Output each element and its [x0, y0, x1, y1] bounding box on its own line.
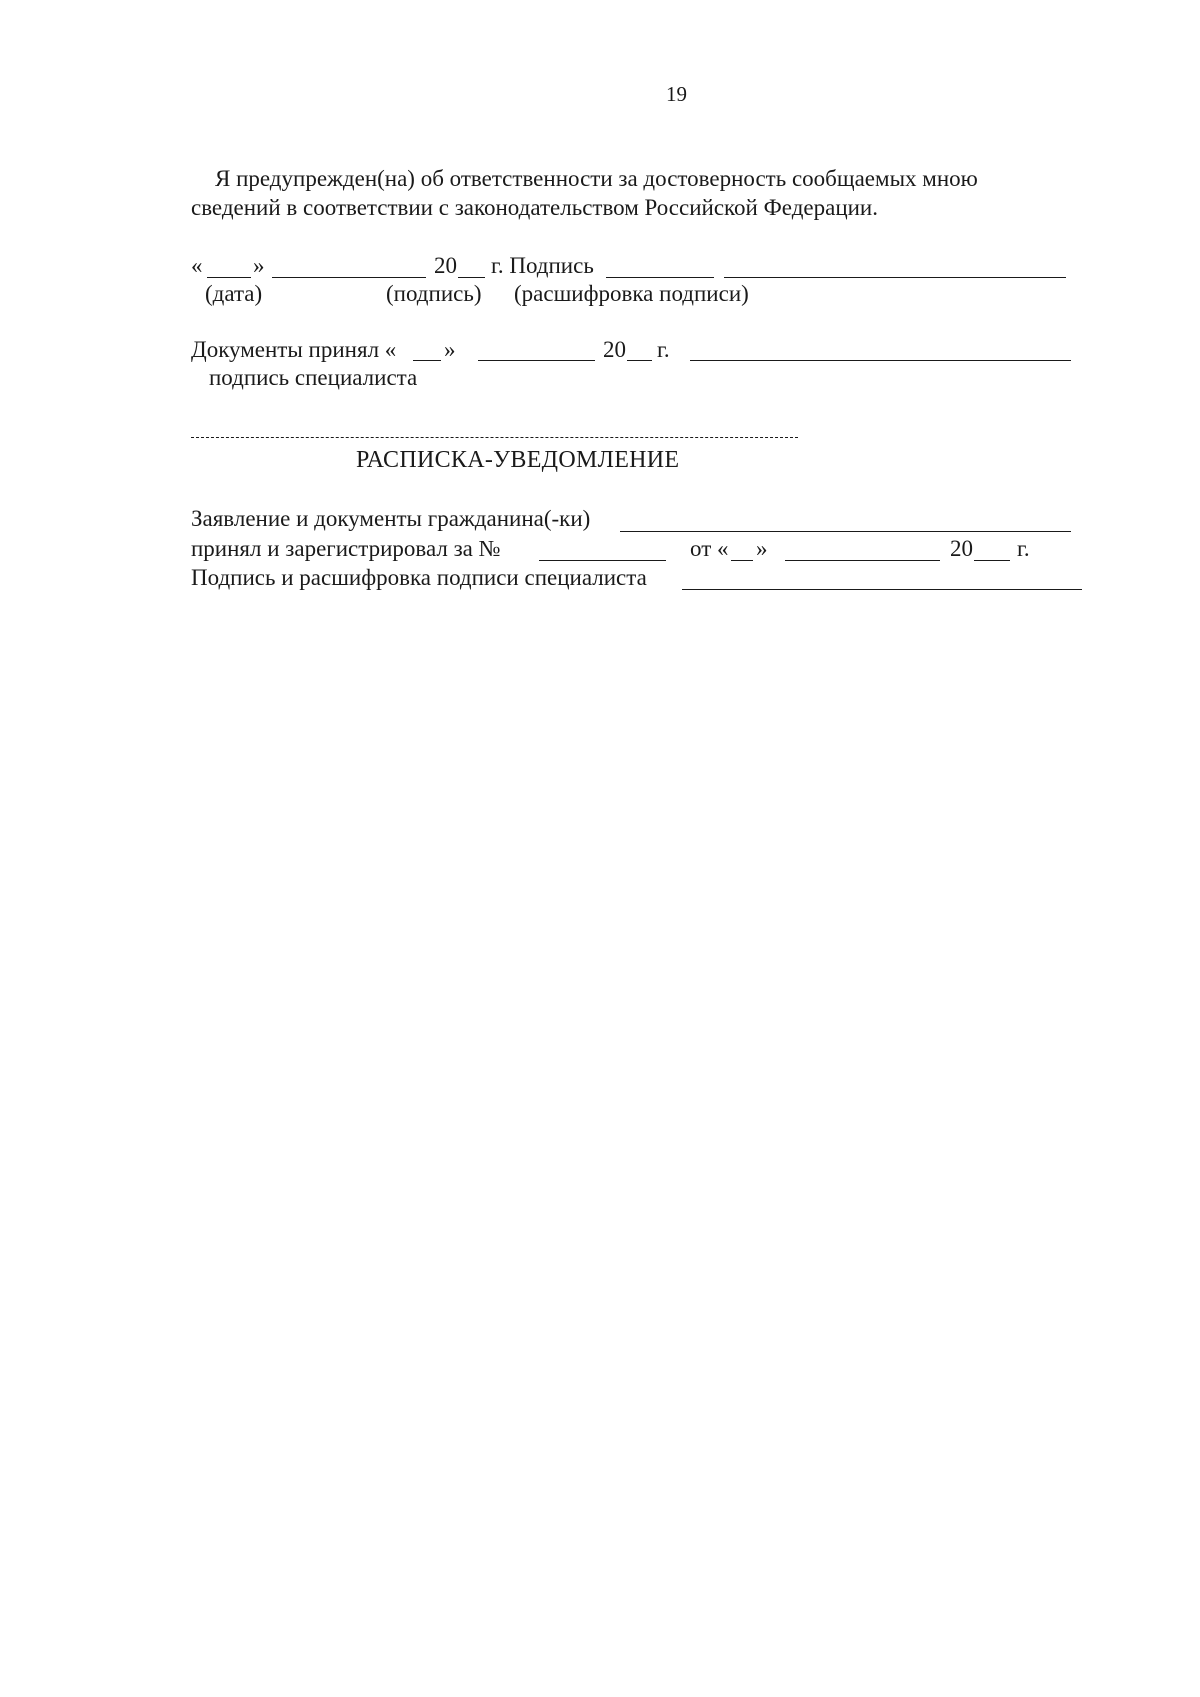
signature-label: г. Подпись	[491, 253, 594, 278]
accepted-year-suffix: г.	[657, 337, 670, 362]
receipt-specialist-blank	[682, 589, 1082, 590]
page-number: 19	[666, 82, 687, 106]
receipt-citizen-label: Заявление и документы гражданина(-ки)	[191, 506, 591, 531]
caption-decoding: (расшифровка подписи)	[514, 281, 749, 306]
accepted-year-blank	[627, 360, 652, 361]
receipt-month-blank	[785, 560, 940, 561]
caption-signature: (подпись)	[386, 281, 482, 306]
receipt-year-blank	[974, 560, 1010, 561]
accepted-signature-blank	[690, 360, 1071, 361]
signature-decoding-blank	[724, 277, 1066, 278]
accepted-year-prefix: 20	[603, 337, 626, 362]
signature-blank	[606, 277, 714, 278]
receipt-number-blank	[539, 560, 666, 561]
receipt-registered-label: принял и зарегистрировал за №	[191, 536, 501, 561]
accepted-month-blank	[478, 360, 595, 361]
accepted-label: Документы принял «	[191, 337, 397, 362]
date-day-blank	[207, 277, 251, 278]
receipt-year-prefix: 20	[950, 536, 973, 561]
cut-line	[191, 437, 798, 438]
date-open-quote: «	[191, 253, 203, 278]
receipt-title: РАСПИСКА-УВЕДОМЛЕНИЕ	[356, 447, 680, 473]
accepted-close-quote: »	[444, 337, 456, 362]
receipt-day-blank	[731, 560, 753, 561]
receipt-close-quote: »	[756, 536, 768, 561]
receipt-citizen-blank	[620, 531, 1071, 532]
date-year-blank	[458, 277, 485, 278]
accepted-day-blank	[413, 360, 441, 361]
receipt-specialist-label: Подпись и расшифровка подписи специалиста	[191, 565, 647, 590]
receipt-year-suffix: г.	[1017, 536, 1030, 561]
date-month-blank	[272, 277, 426, 278]
date-year-prefix: 20	[434, 253, 457, 278]
receipt-from-label: от «	[690, 536, 729, 561]
caption-date: (дата)	[205, 281, 263, 306]
warning-line-2: сведений в соответствии с законодательством Российской Федерации.	[191, 195, 878, 220]
date-close-quote: »	[253, 253, 265, 278]
warning-line-1: Я предупрежден(на) об ответственности за достоверность сообщаемых мною	[215, 166, 978, 191]
accepted-caption: подпись специалиста	[209, 365, 418, 390]
